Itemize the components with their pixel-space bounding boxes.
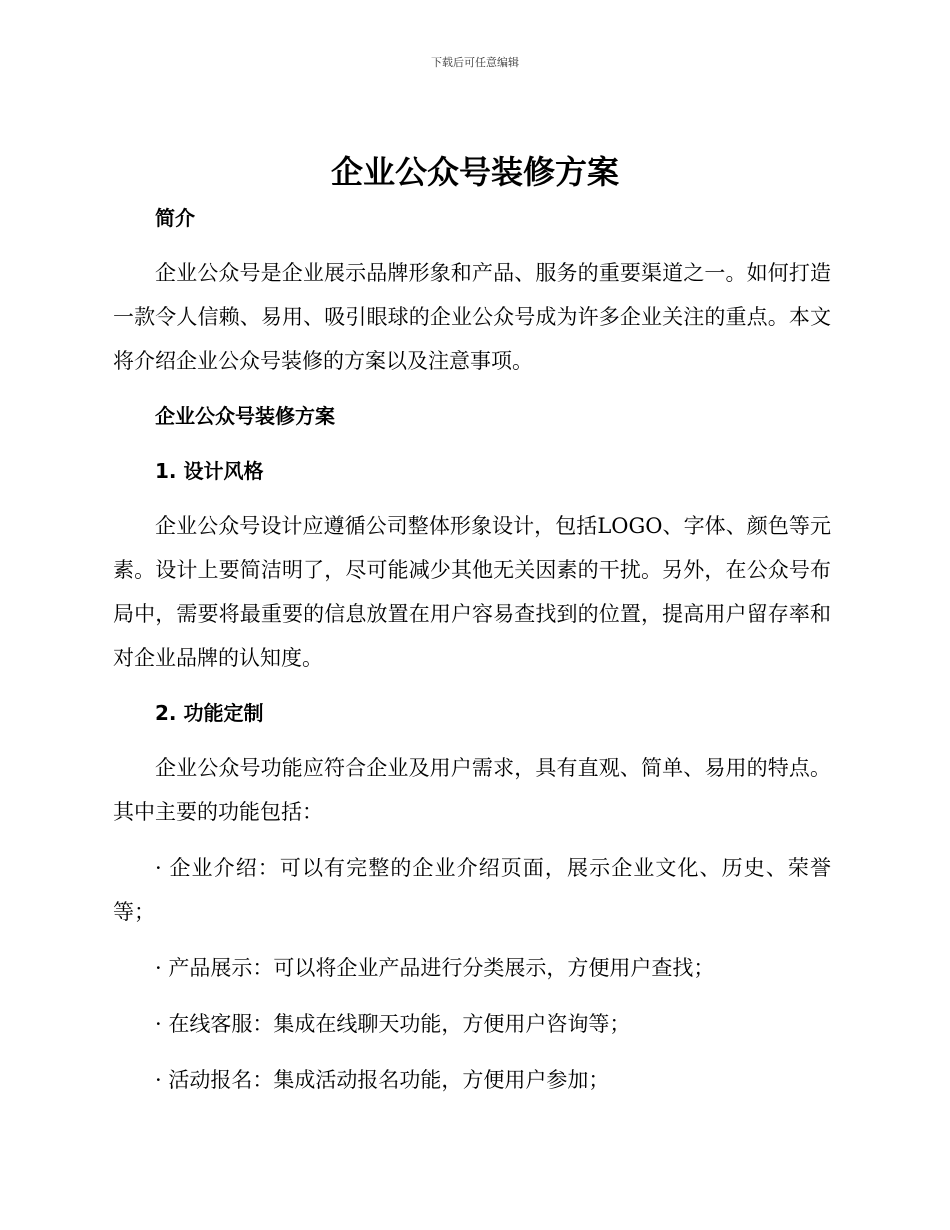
section1-paragraph: 企业公众号设计应遵循公司整体形象设计，包括LOGO、字体、颜色等元素。设计上要简洁明了，尽可能减少其他无关因素的干扰。另外，在公众号布局中，需要将最重要的信息放置在用户容易查找到的位置，提高用户留存率和对企业品牌的认知度。 [113, 514, 831, 670]
document-body [113, 196, 831, 1102]
intro-paragraph: 企业公众号是企业展示品牌形象和产品、服务的重要渠道之一。如何打造一款令人信赖、易用、吸引眼球的企业公众号成为许多企业关注的重点。本文将介绍企业公众号装修的方案以及注意事项。 [113, 261, 831, 373]
feature-list-item: · 产品展示：可以将企业产品进行分类展示，方便用户查找； [155, 956, 715, 980]
plan-heading: 企业公众号装修方案 [155, 404, 335, 428]
section2-heading: 2. 功能定制 [155, 701, 264, 725]
feature-list-item: · 活动报名：集成活动报名功能，方便用户参加； [155, 1068, 610, 1092]
section2-paragraph: 企业公众号功能应符合企业及用户需求，具有直观、简单、易用的特点。其中主要的功能包括： [113, 756, 831, 824]
feature-list-item: · 在线客服：集成在线聊天功能，方便用户咨询等； [155, 1012, 631, 1036]
document-title: 企业公众号装修方案 [330, 153, 619, 191]
header-note: 下载后可任意编辑 [431, 56, 519, 69]
feature-list-item: · 企业介绍：可以有完整的企业介绍页面，展示企业文化、历史、荣誉等； [113, 856, 831, 924]
section1-heading: 1. 设计风格 [155, 459, 264, 483]
intro-heading: 简介 [155, 206, 195, 230]
